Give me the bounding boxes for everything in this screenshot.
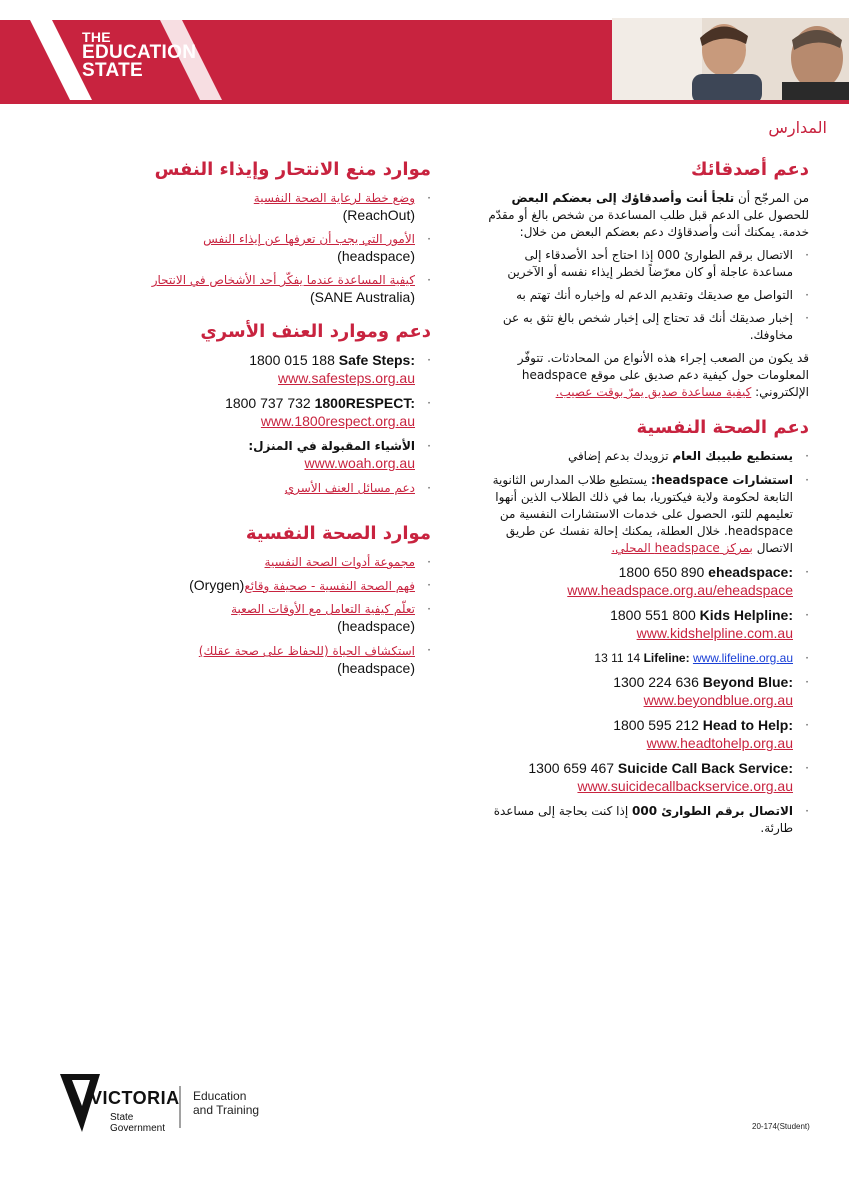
- service-phone: 1300 659 467: [528, 760, 615, 776]
- service-name: Head to Help:: [702, 717, 793, 733]
- friends-intro: [487, 190, 809, 241]
- header-banner: [0, 0, 849, 120]
- logo-line-2: EDUCATION: [82, 42, 197, 63]
- service-url[interactable]: www.safesteps.org.au: [278, 370, 415, 386]
- service-phone: 1800 551 800: [610, 607, 696, 623]
- service-phone: 1800 595 212: [613, 717, 699, 733]
- service-item: [121, 438, 415, 473]
- government-text: Government: [110, 1123, 166, 1134]
- service-name: Beyond Blue:: [702, 674, 793, 690]
- gp-text: تزويدك بدعم إضافي: [567, 449, 673, 463]
- service-line: [594, 651, 793, 665]
- list-item: · التواصل مع صديقك وتقديم الدعم له وإخباره أنك تهتم به: [487, 287, 793, 304]
- mh-resources-list: [121, 554, 431, 678]
- service-phone: 13 11 14: [594, 651, 641, 665]
- mental-health-list: [487, 448, 809, 837]
- right-column: [487, 153, 809, 844]
- state-text: State: [110, 1112, 134, 1123]
- emergency-item: [487, 803, 793, 837]
- resource-source: (headspace): [337, 618, 415, 634]
- service-item: [121, 352, 415, 388]
- service-name: Lifeline:: [643, 651, 690, 665]
- service-url[interactable]: www.woah.org.au: [304, 455, 415, 471]
- intro-text-2: للحصول على الدعم قبل طلب المساعدة من شخص بالغ أو مقدّم خدمة. يمكنك أنت وأصدقاؤك دعم بعضكم البعض من خلال:: [488, 208, 809, 239]
- service-line: [613, 717, 793, 733]
- section-label: المدارس: [768, 118, 827, 137]
- family-violence-heading: دعم وموارد العنف الأسري: [200, 321, 431, 342]
- service-item: [487, 564, 793, 600]
- service-phone: 1800 650 890: [618, 564, 705, 580]
- logo-line-1: THE: [82, 29, 111, 45]
- service-url[interactable]: www.1800respect.org.au: [260, 413, 415, 429]
- document-code: 20-174(Student): [752, 1122, 810, 1131]
- state-government-label: [110, 1112, 165, 1134]
- suicide-heading: موارد منع الانتحار وإيذاء النفس: [154, 159, 431, 180]
- resource-item: [121, 231, 415, 266]
- service-line: [528, 760, 793, 776]
- friends-outro: [487, 350, 809, 401]
- service-item: [487, 717, 793, 753]
- service-name: Kids Helpline:: [699, 607, 793, 623]
- local-headspace-link[interactable]: بمركز headspace المحلي.: [611, 541, 753, 555]
- left-column: [121, 153, 431, 684]
- headspace-bold: استشارات headspace:: [650, 473, 793, 487]
- resource-link[interactable]: تعلّم كيفية التعامل مع الأوقات الصعبة: [231, 602, 415, 616]
- service-name: eheadspace:: [708, 564, 793, 580]
- logo-line-3: STATE: [82, 60, 143, 81]
- resource-item: [121, 480, 415, 497]
- service-url[interactable]: www.headtohelp.org.au: [646, 735, 793, 751]
- resource-link[interactable]: كيفية المساعدة عندما يفكّر أحد الأشخاص في الانتحار: [151, 273, 415, 287]
- resource-source: (headspace): [337, 660, 415, 676]
- resource-link[interactable]: فهم الصحة النفسية - صحيفة وقائع: [244, 579, 415, 593]
- resource-source: (headspace): [337, 248, 415, 264]
- resource-item: [121, 554, 415, 571]
- service-name: Suicide Call Back Service:: [617, 760, 793, 776]
- friends-list: [487, 247, 809, 344]
- intro-bold: تلجأ أنت وأصدقاؤك إلى بعضكم البعض: [511, 191, 735, 205]
- service-item: [487, 674, 793, 710]
- resource-item: [121, 577, 415, 595]
- service-item: [121, 395, 415, 431]
- service-url[interactable]: www.headspace.org.au/eheadspace: [567, 582, 793, 598]
- victoria-government-logo: [60, 1072, 270, 1136]
- resource-item: [121, 190, 415, 225]
- emergency-bold: الاتصال برقم الطوارئ 000: [632, 804, 793, 818]
- intro-text: من المرجّح أن: [734, 191, 809, 205]
- family-violence-list: [121, 352, 431, 497]
- service-url[interactable]: www.beyondblue.org.au: [643, 692, 793, 708]
- woah-label: الأشياء المقبولة في المنزل:: [248, 439, 415, 453]
- service-phone: 1800 737 732: [225, 395, 311, 411]
- resource-link[interactable]: استكشاف الحياة (للحفاظ على صحة عقلك): [198, 644, 415, 658]
- service-line: [225, 395, 415, 411]
- resource-link[interactable]: الأمور التي يجب أن تعرفها عن إيذاء النفس: [203, 232, 415, 246]
- mental-health-heading: دعم الصحة النفسية: [636, 417, 809, 438]
- students-photo: [612, 18, 849, 100]
- resource-source: (Orygen): [185, 577, 245, 593]
- service-url[interactable]: www.lifeline.org.au: [692, 651, 793, 665]
- mh-resources-heading: موارد الصحة النفسية: [245, 523, 431, 544]
- service-url[interactable]: www.suicidecallbackservice.org.au: [577, 778, 793, 794]
- headspace-item: [487, 472, 793, 557]
- resource-link[interactable]: دعم مسائل العنف الأسري: [284, 481, 415, 495]
- service-item: [487, 607, 793, 643]
- resource-link[interactable]: وضع خطة لرعاية الصحة النفسية: [253, 191, 415, 205]
- service-url[interactable]: www.kidshelpline.com.au: [636, 625, 793, 641]
- department-label: [193, 1089, 259, 1117]
- list-item: · إخبار صديقك أنك قد تحتاج إلى إخبار شخص بالغ تثق به عن مخاوفك.: [487, 310, 793, 344]
- help-friend-link[interactable]: كيفية مساعدة صديق يمرّ بوقت عصيب.: [555, 385, 752, 399]
- service-line: [619, 564, 793, 580]
- service-line: [610, 607, 793, 623]
- friends-heading: دعم أصدقائك: [691, 159, 809, 180]
- service-line: [613, 674, 793, 690]
- outro-text: قد يكون من الصعب إجراء هذه الأنواع من المحادثات. تتوفّر المعلومات حول كيفية دعم صديق على موقع headspace الإلكتروني:: [517, 351, 809, 399]
- department-line-1: Education: [193, 1089, 247, 1103]
- service-phone: 1800 015 188: [249, 352, 335, 368]
- resource-item: [121, 642, 415, 678]
- gp-item: [487, 448, 793, 465]
- resource-source: (SANE Australia): [309, 289, 415, 305]
- resource-link[interactable]: مجموعة أدوات الصحة النفسية: [264, 555, 415, 569]
- department-line-2: and Training: [193, 1103, 260, 1117]
- service-phone: 1300 224 636: [613, 674, 699, 690]
- resource-item: [121, 272, 415, 307]
- headspace-text: يستطيع طلاب المدارس الثانوية التابعة لحكومة ولاية فيكتوريا، بما في ذلك الطلاب الذين أنهوا تعليمهم للتو، الحصول على خدمات الاستشارات النفسية من headspace. خلال العطلة، يمكنك إحالة نفسك عن طريق الاتصال: [492, 473, 793, 555]
- emergency-text: إذا كنت بحاجة إلى مساعدة طارئة.: [493, 804, 793, 835]
- service-line: [249, 352, 415, 368]
- service-name: Safe Steps:: [338, 352, 415, 368]
- list-item: · الاتصال برقم الطوارئ 000 إذا احتاج أحد الأصدقاء إلى مساعدة عاجلة أو كان معرّضاً لخطر إيذاء نفسه أو الآخرين: [487, 247, 793, 281]
- resource-source: (ReachOut): [342, 207, 415, 223]
- education-state-logo: [82, 30, 196, 80]
- gp-bold: يستطيع طبيبك العام: [672, 449, 793, 463]
- victoria-wordmark: VICTORIA: [90, 1088, 180, 1108]
- service-item: [487, 650, 793, 667]
- service-item: [487, 760, 793, 796]
- resource-item: [121, 601, 415, 636]
- suicide-list: [121, 190, 431, 307]
- service-name: 1800RESPECT:: [314, 395, 415, 411]
